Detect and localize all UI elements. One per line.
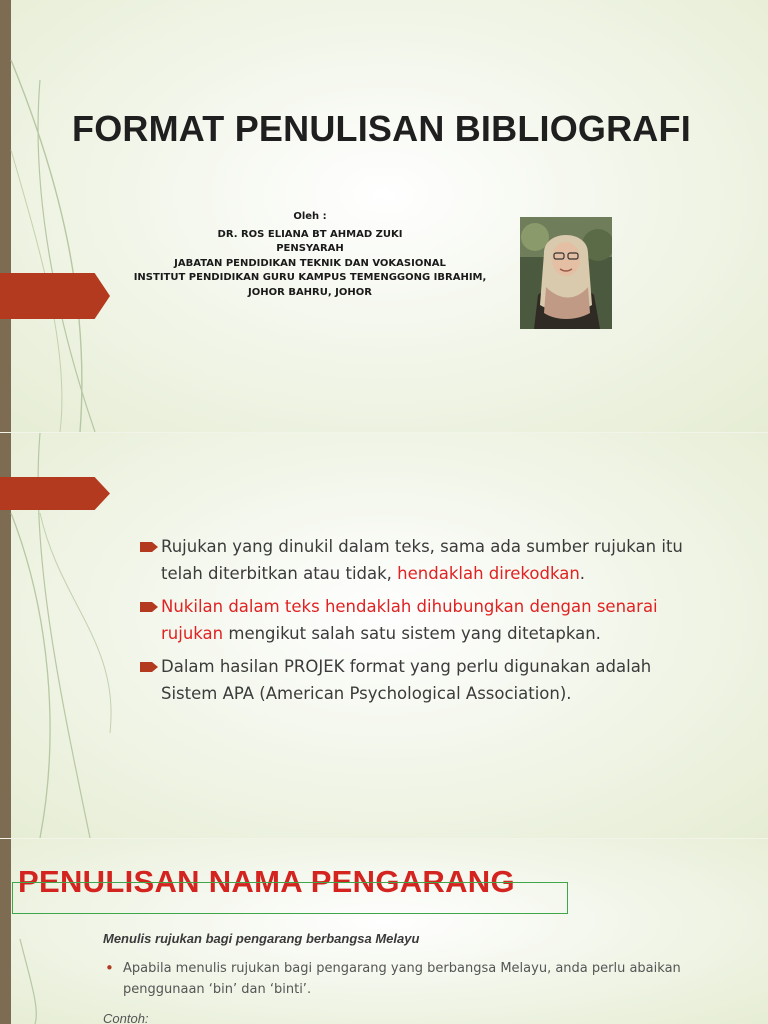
bullet-list <box>140 533 710 713</box>
section-title: PENULISAN NAMA PENGARANG <box>18 864 515 899</box>
author-position: PENSYARAH <box>276 243 344 254</box>
example-label: Contoh: <box>103 1011 149 1024</box>
author-name: DR. ROS ELIANA BT AHMAD ZUKI <box>217 228 403 240</box>
author-photo <box>520 217 612 329</box>
author-by-label: Oleh : <box>293 211 327 222</box>
author-block <box>110 210 510 300</box>
arrow-bullet-icon <box>140 542 158 552</box>
arrow-bullet-icon <box>140 662 158 672</box>
section-subheading: Menulis rujukan bagi pengarang berbangsa Melayu <box>103 931 420 946</box>
decorative-swirls <box>0 0 120 432</box>
list-item: Dalam hasilan PROJEK format yang perlu digunakan adalah Sistem APA (American Psychological Association). <box>140 653 710 707</box>
list-item: Rujukan yang dinukil dalam teks, sama ada sumber rujukan itu telah diterbitkan atau tidak, hendaklah direkodkan. <box>140 533 710 587</box>
author-institute: INSTITUT PENDIDIKAN GURU KAMPUS TEMENGGONG IBRAHIM, <box>133 272 487 283</box>
list-item: Nukilan dalam teks hendaklah dihubungkan dengan senarai rujukan mengikut salah satu sistem yang ditetapkan. <box>140 593 710 647</box>
title-highlight-box <box>12 882 568 914</box>
red-arrow-tab <box>0 477 110 510</box>
author-location: JOHOR BAHRU, JOHOR <box>248 286 372 298</box>
bullet-dot-icon: • <box>105 959 114 977</box>
arrow-bullet-icon <box>140 602 158 612</box>
red-arrow-tab <box>0 273 110 319</box>
list-item: • Apabila menulis rujukan bagi pengarang yang berbangsa Melayu, anda perlu abaikan penggunaan ‘bin’ dan ‘binti’. <box>105 959 681 997</box>
author-department: JABATAN PENDIDIKAN TEKNIK DAN VOKASIONAL <box>174 257 446 269</box>
section-bullet-list <box>103 958 753 1000</box>
slide-title: FORMAT PENULISAN BIBLIOGRAFI <box>72 108 691 149</box>
slide-1 <box>0 0 768 432</box>
